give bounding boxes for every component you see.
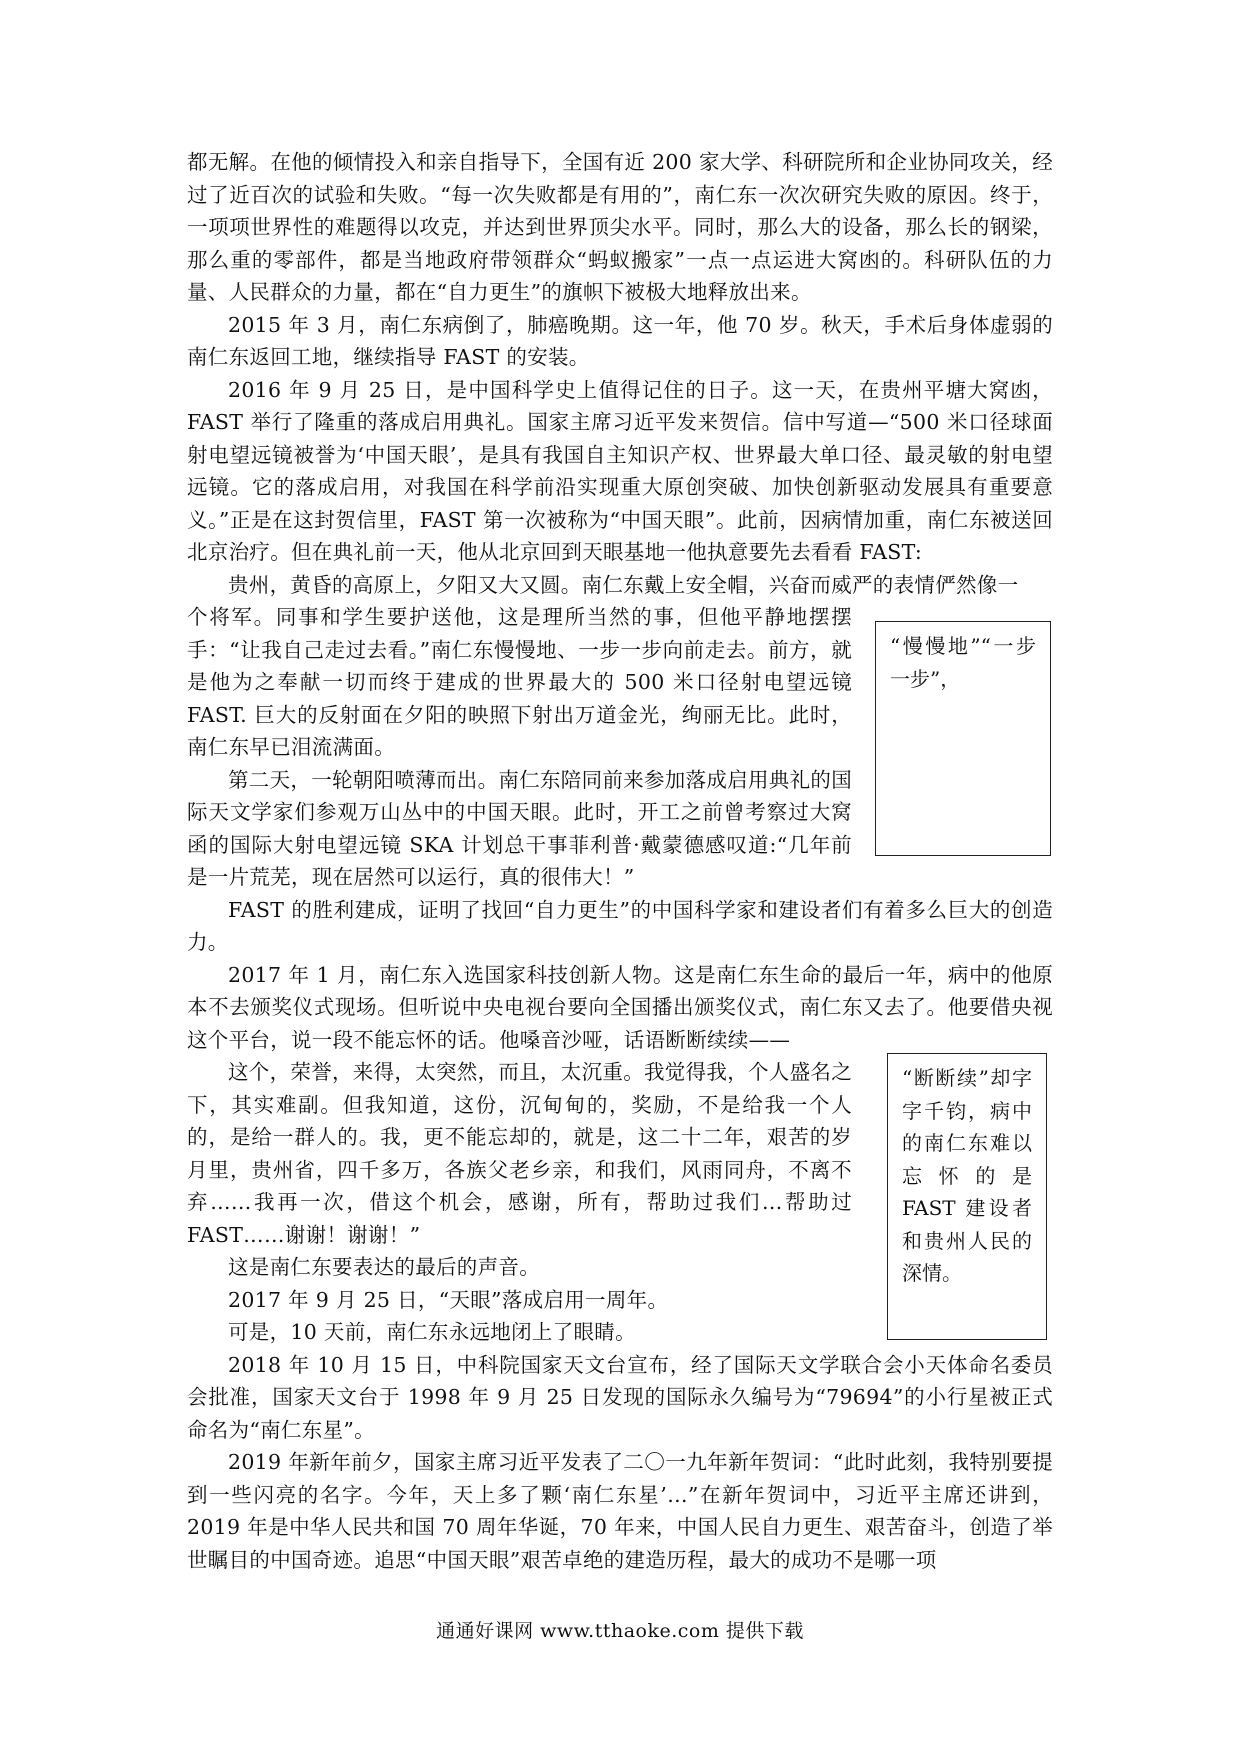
paragraph: 个将军。同事和学生要护送他，这是理所当然的事，但他平静地摆摆手：“让我自己走过去看。”南仁东慢慢地、一步一步向前走去。前方，就是他为之奉献一切而终于建成的世界最大的 500 米口径射电望远镜 FAST. 巨大的反射面在夕阳的映照下射出万道金光，绚丽无比。此时，南仁东早已泪流满面。 (187, 605, 852, 759)
paragraph: 贵州，黄昏的高原上，夕阳又大又圆。南仁东戴上安全帽，兴奋而威严的表情俨然像一 (228, 572, 1019, 597)
article-body (187, 146, 1053, 1576)
paragraph: 都无解。在他的倾情投入和亲自指导下，全国有近 200 家大学、科研院所和企业协同攻关，经过了近百次的试验和失败。“每一次失败都是有用的”，南仁东一次次研究失败的原因。终于，一项项世界性的难题得以攻克，并达到世界顶尖水平。同时，那么大的设备，那么长的钢梁，那么重的零部件，都是当地政府带领群众“蚂蚁搬家”一点一点运进大窝凼的。科研队伍的力量、人民群众的力量，都在“自力更生”的旗帜下被极大地释放出来。 (187, 150, 1053, 304)
page-footer: 通通好课网 www.tthaoke.com 提供下载 (436, 1620, 804, 1642)
paragraph: FAST 的胜利建成，证明了找回“自力更生”的中国科学家和建设者们有着多么巨大的创造力。 (187, 897, 1053, 954)
paragraph: 2019 年新年前夕，国家主席习近平发表了二〇一九年新年贺词：“此时此刻，我特别要提到一些闪亮的名字。今年，天上多了颗‘南仁东星’…”在新年贺词中，习近平主席还讲到，2019 年是中华人民共和国 70 周年华诞，70 年来，中国人民自力更生、艰苦奋斗，创造了举世瞩目的中国奇迹。追思“中国天眼”艰苦卓绝的建造历程，最大的成功不是哪一项 (187, 1450, 1053, 1572)
paragraph: 2017 年 1 月，南仁东入选国家科技创新人物。这是南仁东生命的最后一年，病中的他原本不去颁奖仪式现场。但听说中央电视台要向全国播出颁奖仪式，南仁东又去了。他要借央视这个平台，说一段不能忘怀的话。他嗓音沙哑，话语断断续续—— (187, 962, 1053, 1052)
paragraph: 2016 年 9 月 25 日，是中国科学史上值得记住的日子。这一天，在贵州平塘大窝凼，FAST 举行了隆重的落成启用典礼。国家主席习近平发来贺信。信中写道—“500 米口径球面射电望远镜被誉为‘中国天眼’，是具有我国自主知识产权、世界最大单口径、最灵敏的射电望远镜。它的落成启用，对我国在科学前沿实现重大原创突破、加快创新驱动发展具有重要意义。”正是在这封贺信里，FAST 第一次被称为“中国天眼”。此前，因病情加重，南仁东被送回北京治疗。但在典礼前一天，他从北京回到天眼基地一他执意要先去看看 FAST: (187, 377, 1053, 564)
annotation-text: “慢慢地”“一步一步”， (890, 634, 1036, 691)
paragraph: 第二天，一轮朝阳喷薄而出。南仁东陪同前来参加落成启用典礼的国际天文学家们参观万山丛中的中国天眼。此时，开工之前曾考察过大窝函的国际大射电望远镜 SKA 计划总干事菲利普·戴蒙德感叹道:“几年前是一片荒芜，现在居然可以运行，真的很伟大！” (187, 767, 852, 889)
paragraph: 可是，10 天前，南仁东永远地闭上了眼睛。 (228, 1320, 636, 1344)
paragraph: 2015 年 3 月，南仁东病倒了，肺癌晚期。这一年，他 70 岁。秋天，手术后身体虚弱的南仁东返回工地，继续指导 FAST 的安装。 (187, 312, 1053, 369)
annotation-box (875, 621, 1051, 856)
paragraph: 2017 年 9 月 25 日，“天眼”落成启用一周年。 (228, 1287, 669, 1312)
paragraph: 这是南仁东要表达的最后的声音。 (228, 1255, 540, 1279)
quoted-speech: 这个，荣誉，来得，太突然，而且，太沉重。我觉得我，个人盛名之下，其实难副。但我知道，这份，沉甸甸的，奖励，不是给我一个人的，是给一群人的。我，更不能忘却的，就是，这二十二年，艰苦的岁月里，贵州省，四千多万，各族父老乡亲，和我们，风雨同舟，不离不弃……我再一次，借这个机会，感谢，所有，帮助过我们…帮助过 FAST……谢谢！谢谢！” (187, 1060, 852, 1247)
paragraph: 2018 年 10 月 15 日，中科院国家天文台宣布，经了国际天文学联合会小天体命名委员会批准，国家天文台于 1998 年 9 月 25 日发现的国际永久编号为“79694”的小行星被正式命名为“南仁东星”。 (187, 1352, 1053, 1442)
annotation-text: “断断续”却字字千钧，病中的南仁东难以忘怀的是 FAST 建设者和贵州人民的深情。 (902, 1066, 1032, 1285)
annotation-box (887, 1053, 1047, 1340)
